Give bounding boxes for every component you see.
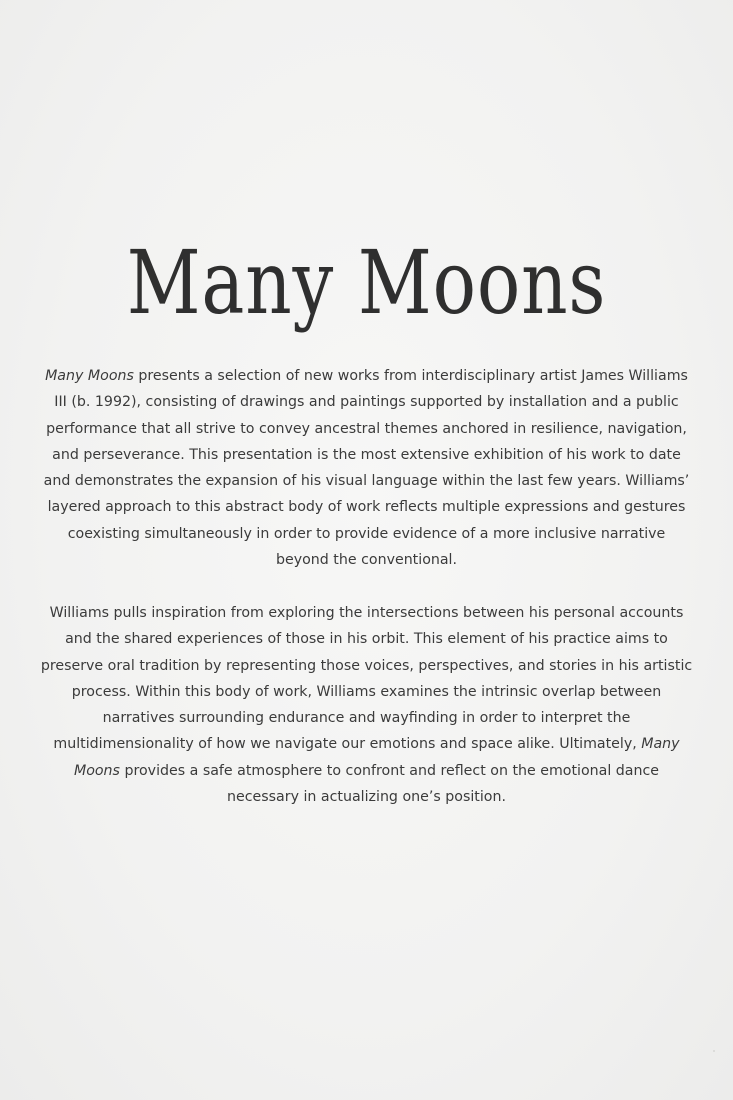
intro-paragraph xyxy=(40,363,693,573)
second-paragraph xyxy=(40,600,693,810)
intro-italic-title: Many Moons xyxy=(45,368,134,384)
second-paragraph-italic-title: Many Moons xyxy=(73,736,680,779)
second-paragraph-text-before: Williams pulls inspiration from exploring the intersections between his personal accounts and the shared experiences of those in his orbit. This element of his practice aims to preserve oral tradition by representing those voices, perspectives, and stories in his artistic process. Within this body of work, Williams examines the intrinsic overlap between narratives surrounding endurance and wayfinding in order to interpret the multidimensionality of how we navigate our emotions and space alike. Ultimately, xyxy=(40,605,693,753)
intro-paragraph-text: presents a selection of new works from interdisciplinary artist James Williams III (b. 1992), consisting of drawings and paintings supported by installation and a public performance that all strive to convey ancestral themes anchored in resilience, navigation, and perseverance. This presentation is the most extensive exhibition of his work to date and demonstrates the expansion of his visual language within the last few years. Williams’ layered approach to this abstract body of work reflects multiple expressions and gestures coexisting simultaneously in order to provide evidence of a more inclusive narrative beyond the conventional. xyxy=(43,368,690,569)
exhibition-title: Many Moons xyxy=(126,231,607,334)
second-paragraph-text-after: provides a safe atmosphere to confront and reflect on the emotional dance necessary in actualizing one’s position. xyxy=(119,762,660,806)
wall-speck xyxy=(713,1050,715,1052)
